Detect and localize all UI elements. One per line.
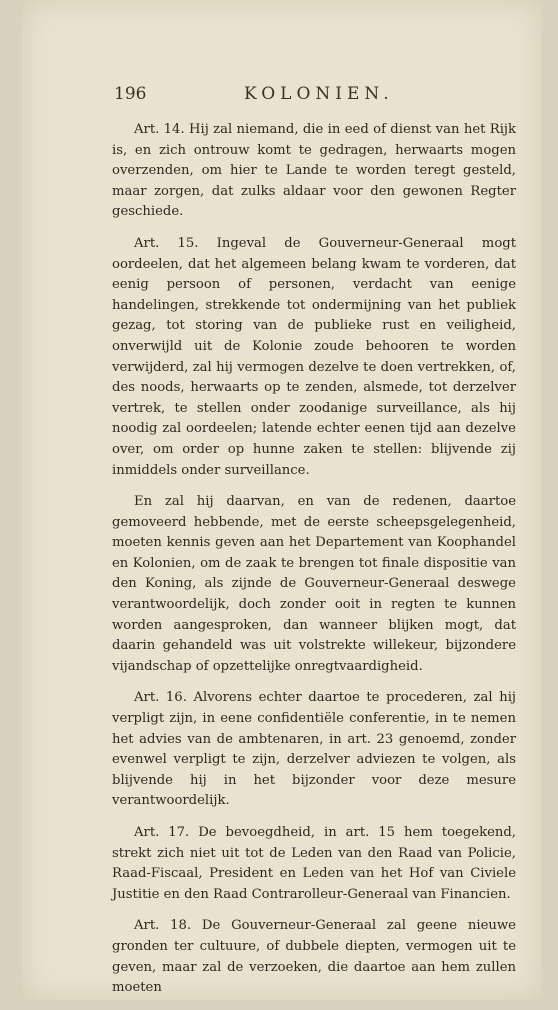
article-15-continuation: En zal hij daarvan, en van de redenen, daartoe gemoveerd hebbende, met de eerste scheepsgelegenheid, moeten kennis geven aan het Departement van Koophandel en Kolonien, om de zaak te brengen tot finale dispositie van den Koning, als zijnde de Gouverneur-Generaal deswege verantwoordelijk, doch zonder ooit in regten te kunnen worden aangesproken, dan wanneer blijken mogt, dat daarin gehandeld was uit volstrekte willekeur, bijzondere vijandschap of opzettelijke onregtvaardigheid. xyxy=(112,494,516,674)
running-title: KOLONIEN. xyxy=(244,84,394,104)
page-number: 196 xyxy=(114,84,147,104)
body-text xyxy=(112,120,516,1010)
page-header xyxy=(114,84,534,112)
article-15: Art. 15. Ingeval de Gouverneur-Generaal mogt oordeelen, dat het algemeen belang kwam te vorderen, dat eenig persoon of personen, verdacht van eenige handelingen, strekkende tot ondermijning van het publiek gezag, tot storing van de publieke rust en veiligheid, onverwijld uit de Kolonie zoude behooren te worden verwijderd, zal hij vermogen dezelve te doen vertrekken, of, des noods, herwaarts op te zenden, alsmede, tot derzelver vertrek, te stellen onder zoodanige surveillance, als hij noodig zal oordeelen; latende echter eenen tijd aan dezelve over, om order op hunne zaken te stellen: blijvende zij inmiddels onder surveillance. xyxy=(112,235,516,478)
article-17: Art. 17. De bevoegdheid, in art. 15 hem toegekend, strekt zich niet uit tot de Leden van den Raad van Policie, Raad-Fiscaal, President en Leden van het Hof van Civiele Justitie en den Raad Contrarolleur-Generaal van Financien. xyxy=(112,825,516,902)
article-14: Art. 14. Hij zal niemand, die in eed of dienst van het Rijk is, en zich ontrouw komt te gedragen, herwaarts mogen overzenden, om hier te Lande te worden teregt gesteld, maar zorgen, dat zulks aldaar voor den gewonen Regter geschiede. xyxy=(112,122,516,220)
article-18: Art. 18. De Gouverneur-Generaal zal geene nieuwe gronden ter cultuure, of dubbele diepten, vermogen uit te geven, maar zal de verzoeken, die daartoe aan hem zullen moeten xyxy=(112,918,516,996)
article-16: Art. 16. Alvorens echter daartoe te procederen, zal hij verpligt zijn, in eene confidentiële conferentie, in te nemen het advies van de ambtenaren, in art. 23 genoemd, zonder evenwel verpligt te zijn, derzelver adviezen te volgen, als blijvende hij in het bijzonder voor deze mesure verantwoordelijk. xyxy=(112,690,516,809)
